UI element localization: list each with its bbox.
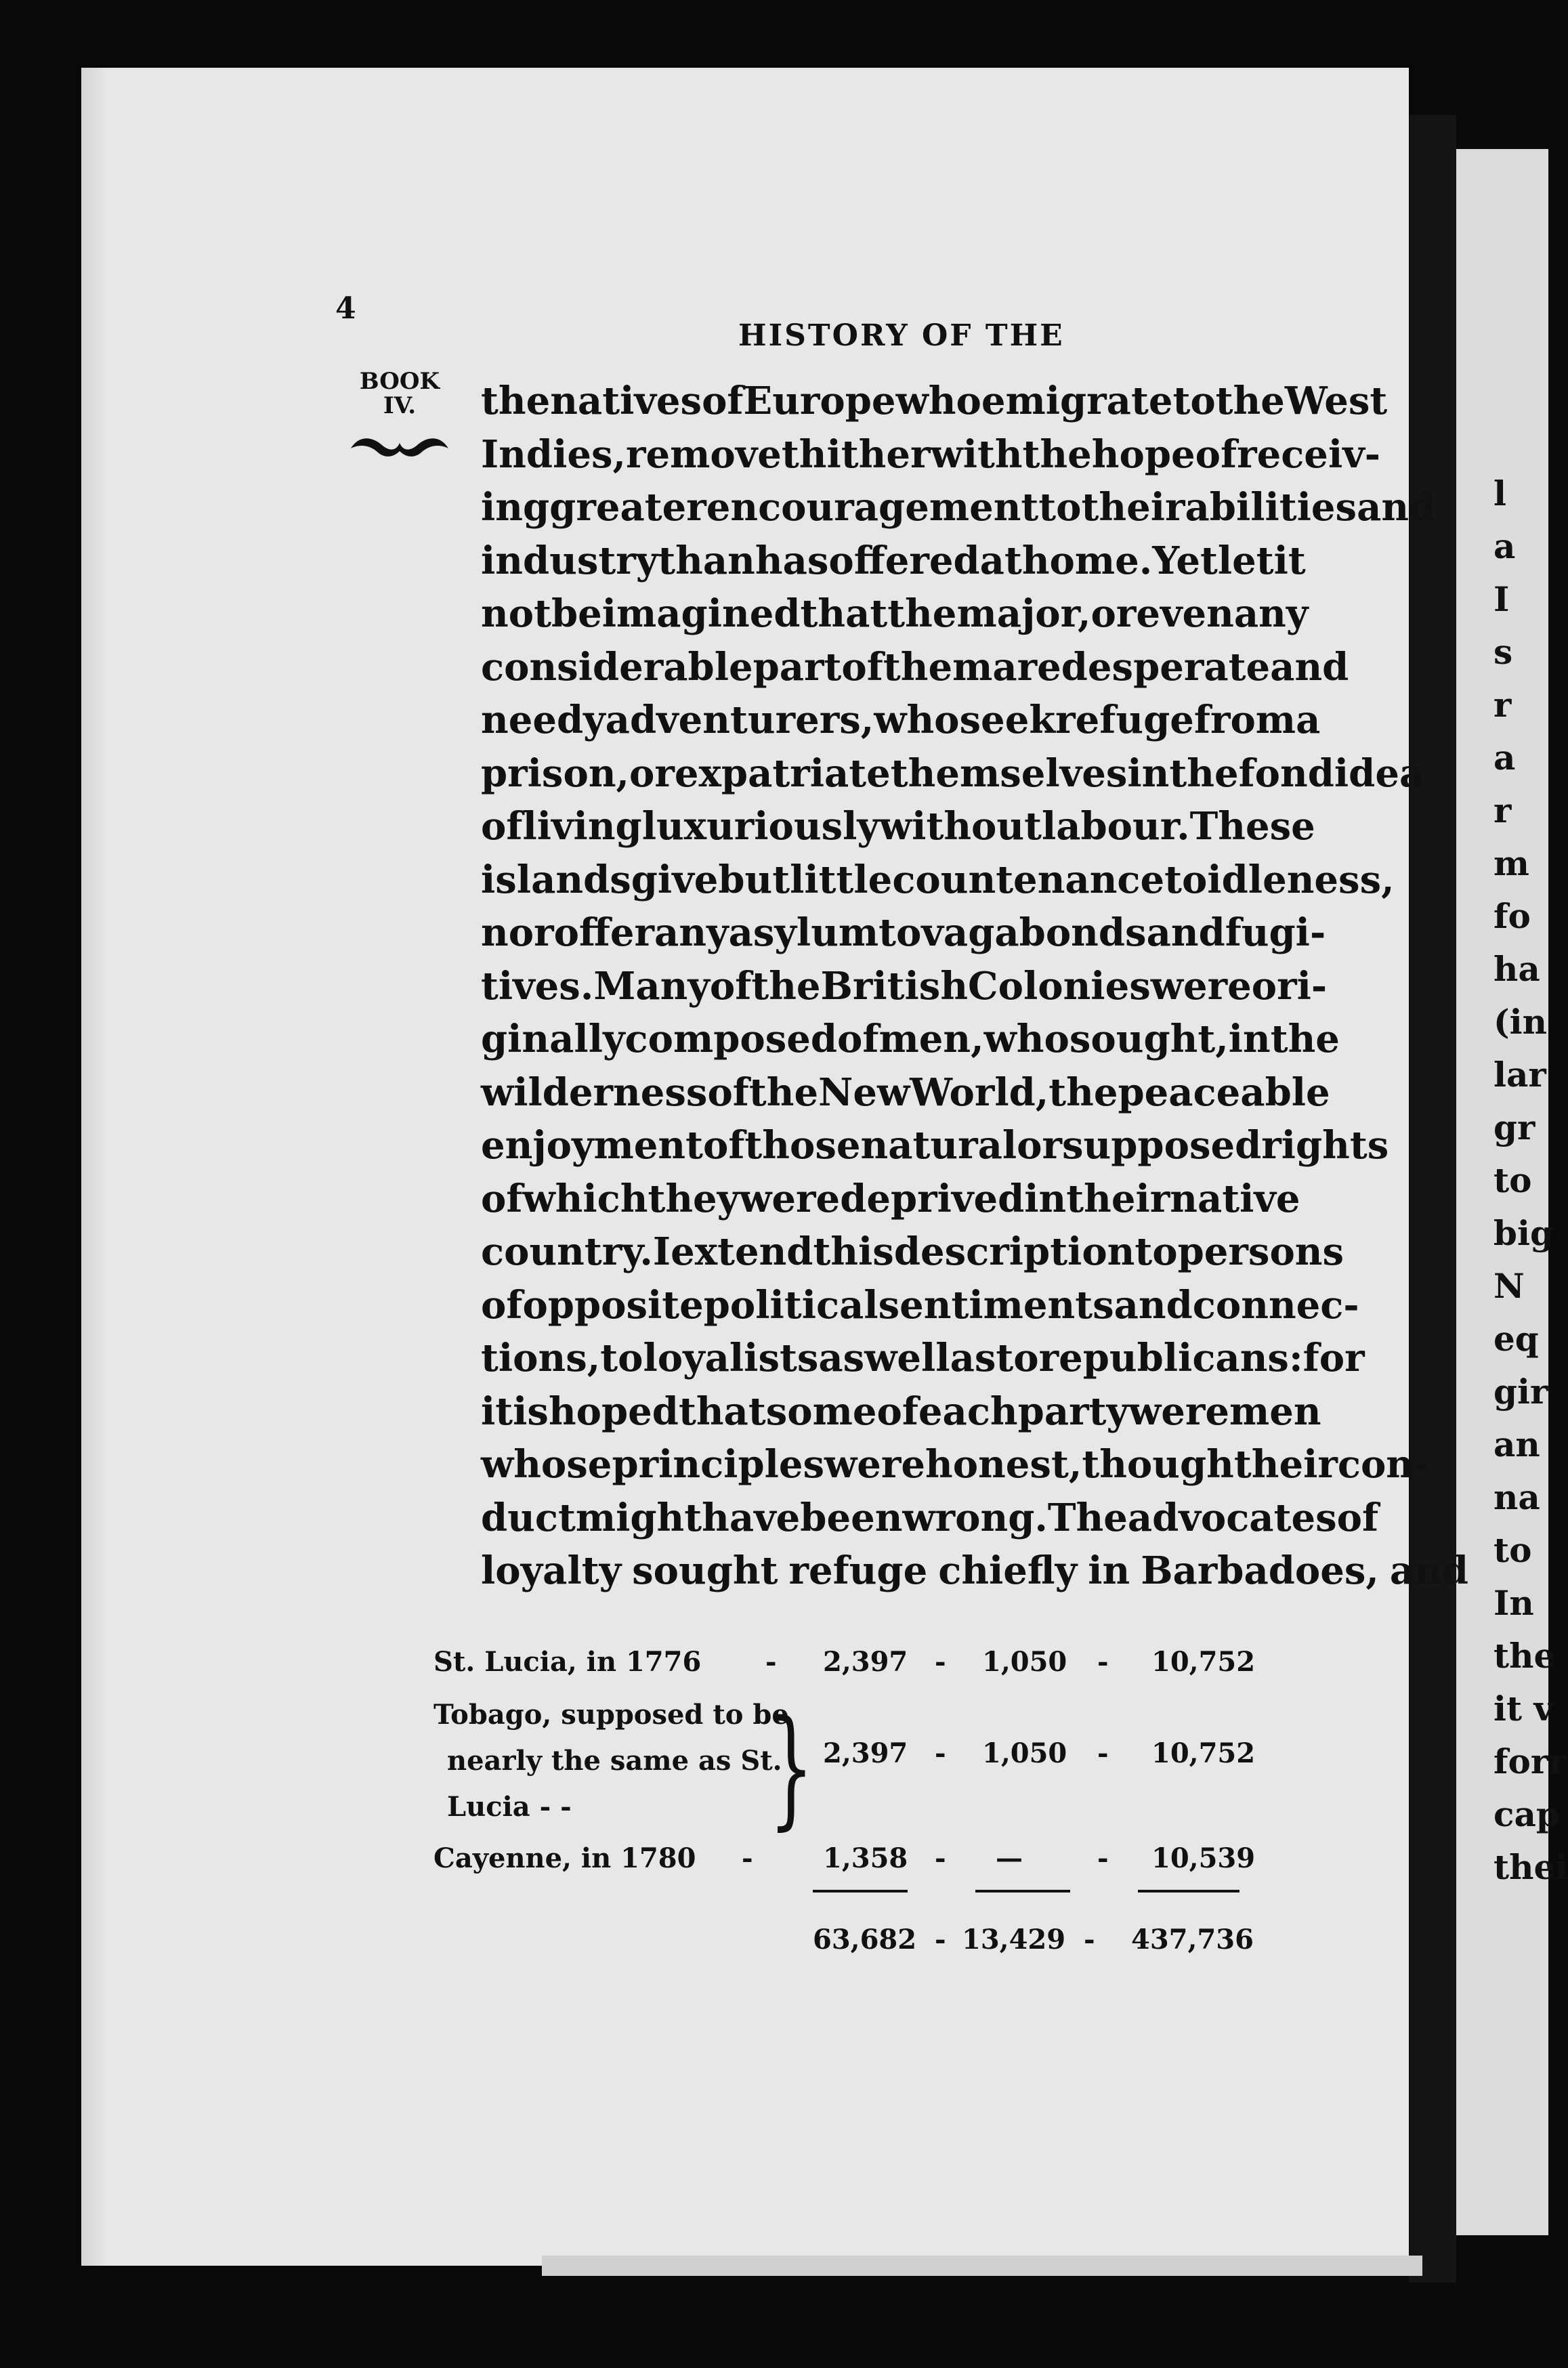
brace-icon: } — [769, 1693, 814, 1842]
facing-page-fragment: forr — [1493, 1741, 1567, 1781]
cell-col1: 2,397 — [823, 1646, 908, 1678]
book-label — [349, 369, 450, 418]
facing-page-fragment: gir — [1493, 1372, 1548, 1412]
facing-page-fragment: N — [1493, 1266, 1525, 1306]
facing-page-fragment: In — [1493, 1583, 1534, 1623]
text-line: tions, to loyalists as well as to republicans: for — [481, 1336, 1365, 1380]
text-line: nor offer any asylum to vagabonds and fugi- — [481, 910, 1326, 955]
facing-page-fragment: r — [1493, 790, 1512, 830]
facing-page-fragment: eq — [1493, 1319, 1539, 1359]
text-line: prison, or expatriate themselves in the fond idea — [481, 750, 1424, 796]
facing-page-fragment: to — [1493, 1530, 1532, 1570]
facing-page-fragment: r — [1493, 685, 1512, 725]
sum-rule — [813, 1890, 908, 1893]
totals-row: 63,682 - 13,429 - 437,736 — [813, 1924, 1254, 1955]
text-line: loyalty sought refuge chiefly in Barbadoes, and — [481, 1548, 1469, 1593]
row-dash: - — [765, 1646, 777, 1678]
row-label: St. Lucia, in 1776 — [433, 1646, 702, 1678]
text-line: whose principles were honest, though their con- — [481, 1442, 1430, 1487]
page-number: 4 — [335, 291, 356, 326]
facing-page-fragment: I — [1493, 579, 1510, 619]
text-line: it is hoped that some of each party were men — [481, 1389, 1321, 1434]
facing-page-fragment: (in — [1493, 1002, 1548, 1042]
facing-page-fragment: m — [1493, 843, 1529, 883]
row-label-line: nearly the same as St. — [447, 1745, 782, 1777]
total-col2: 13,429 — [962, 1924, 1066, 1955]
facing-page-fragment: the — [1493, 1636, 1556, 1676]
running-head: HISTORY OF THE — [738, 318, 1065, 353]
book-label-word: BOOK — [359, 368, 440, 395]
cell-col1: 2,397 — [823, 1737, 908, 1769]
facing-page-fragment: lar — [1493, 1055, 1546, 1095]
facing-page-fragment: cap — [1493, 1794, 1560, 1834]
sum-rule — [975, 1890, 1070, 1893]
text-line: ing greater encouragement to their abilities and — [481, 485, 1436, 530]
text-line: Indies, remove thither with the hope of receiv- — [481, 431, 1380, 477]
text-line: of which they were deprived in their native — [481, 1176, 1300, 1221]
text-line: the natives of Europe who emigrate to the West — [481, 379, 1388, 423]
row-label-line: Lucia - - — [447, 1791, 572, 1823]
flourish-ornament-icon — [345, 428, 454, 469]
facing-page-text-fragments — [1493, 467, 1568, 1894]
text-line: duct might have been wrong. The advocates of — [481, 1495, 1379, 1540]
table-row: St. Lucia, in 1776 - 2,397 - 1,050 - 10,752 — [433, 1646, 1256, 1678]
cell-col2: — — [996, 1842, 1023, 1874]
facing-page-fragment: thei — [1493, 1847, 1568, 1887]
facing-page-fragment: s — [1493, 632, 1513, 672]
cell-col2: 1,050 — [982, 1646, 1067, 1678]
facing-page-fragment: a — [1493, 738, 1516, 778]
text-line: considerable part of them are desperate and — [481, 644, 1349, 690]
text-line: enjoyment of those natural or supposed rights — [481, 1123, 1389, 1168]
statistics-table — [433, 1646, 1267, 1976]
text-line: not be imagined that the major, or even any — [481, 591, 1309, 636]
facing-page-fragment: an — [1493, 1424, 1540, 1464]
facing-page-fragment: big — [1493, 1213, 1554, 1253]
facing-page-fragment: a — [1493, 526, 1516, 566]
body-text — [481, 375, 1469, 1598]
cell-col1: 1,358 — [823, 1842, 908, 1874]
text-line: of opposite political sentiments and connec- — [481, 1282, 1359, 1328]
total-col1: 63,682 — [813, 1924, 917, 1955]
cell-col2: 1,050 — [982, 1737, 1067, 1769]
cell-col3: 10,539 — [1151, 1842, 1256, 1874]
text-line: tives. Many of the British Colonies were ori- — [481, 963, 1328, 1009]
table-row: Cayenne, in 1780 - 1,358 - — - 10,539 — [433, 1842, 1267, 1924]
text-line: needy adventurers, who seek refuge from a — [481, 698, 1321, 742]
text-line: ginally composed of men, who sought, in the — [481, 1017, 1340, 1061]
facing-page-fragment: to — [1493, 1160, 1532, 1200]
row-label-line: Tobago, supposed to be — [433, 1699, 789, 1731]
text-line: of living luxuriously without labour. These — [481, 804, 1315, 849]
facing-page-fragment: ha — [1493, 949, 1540, 989]
total-col3: 437,736 — [1131, 1924, 1254, 1955]
facing-page-fragment: it v — [1493, 1689, 1554, 1729]
row-dash: - — [742, 1842, 753, 1874]
text-line: industry than has offered at home. Yet let it — [481, 538, 1306, 583]
cell-col3: 10,752 — [1151, 1646, 1256, 1678]
text-line: country. I extend this description to persons — [481, 1229, 1344, 1274]
facing-page-fragment: gr — [1493, 1107, 1535, 1147]
book-gutter — [1409, 115, 1456, 2283]
facing-page-fragment: na — [1493, 1477, 1540, 1517]
facing-page-fragment: l — [1493, 473, 1506, 513]
sum-rule — [1138, 1890, 1239, 1893]
facing-page-fragment: fo — [1493, 896, 1531, 936]
cell-col3: 10,752 — [1151, 1737, 1256, 1769]
table-row: Tobago, supposed to be nearly the same as St. Lucia - - } 2,397 - 1,050 - 10,752 — [433, 1693, 1256, 1842]
book-label-number: IV. — [383, 392, 417, 419]
text-line: wilderness of the New World, the peaceable — [481, 1070, 1330, 1115]
text-line: islands give but little countenance to idleness, — [481, 857, 1395, 902]
page-edge-strip — [542, 2256, 1422, 2276]
row-label: Cayenne, in 1780 — [433, 1842, 696, 1874]
